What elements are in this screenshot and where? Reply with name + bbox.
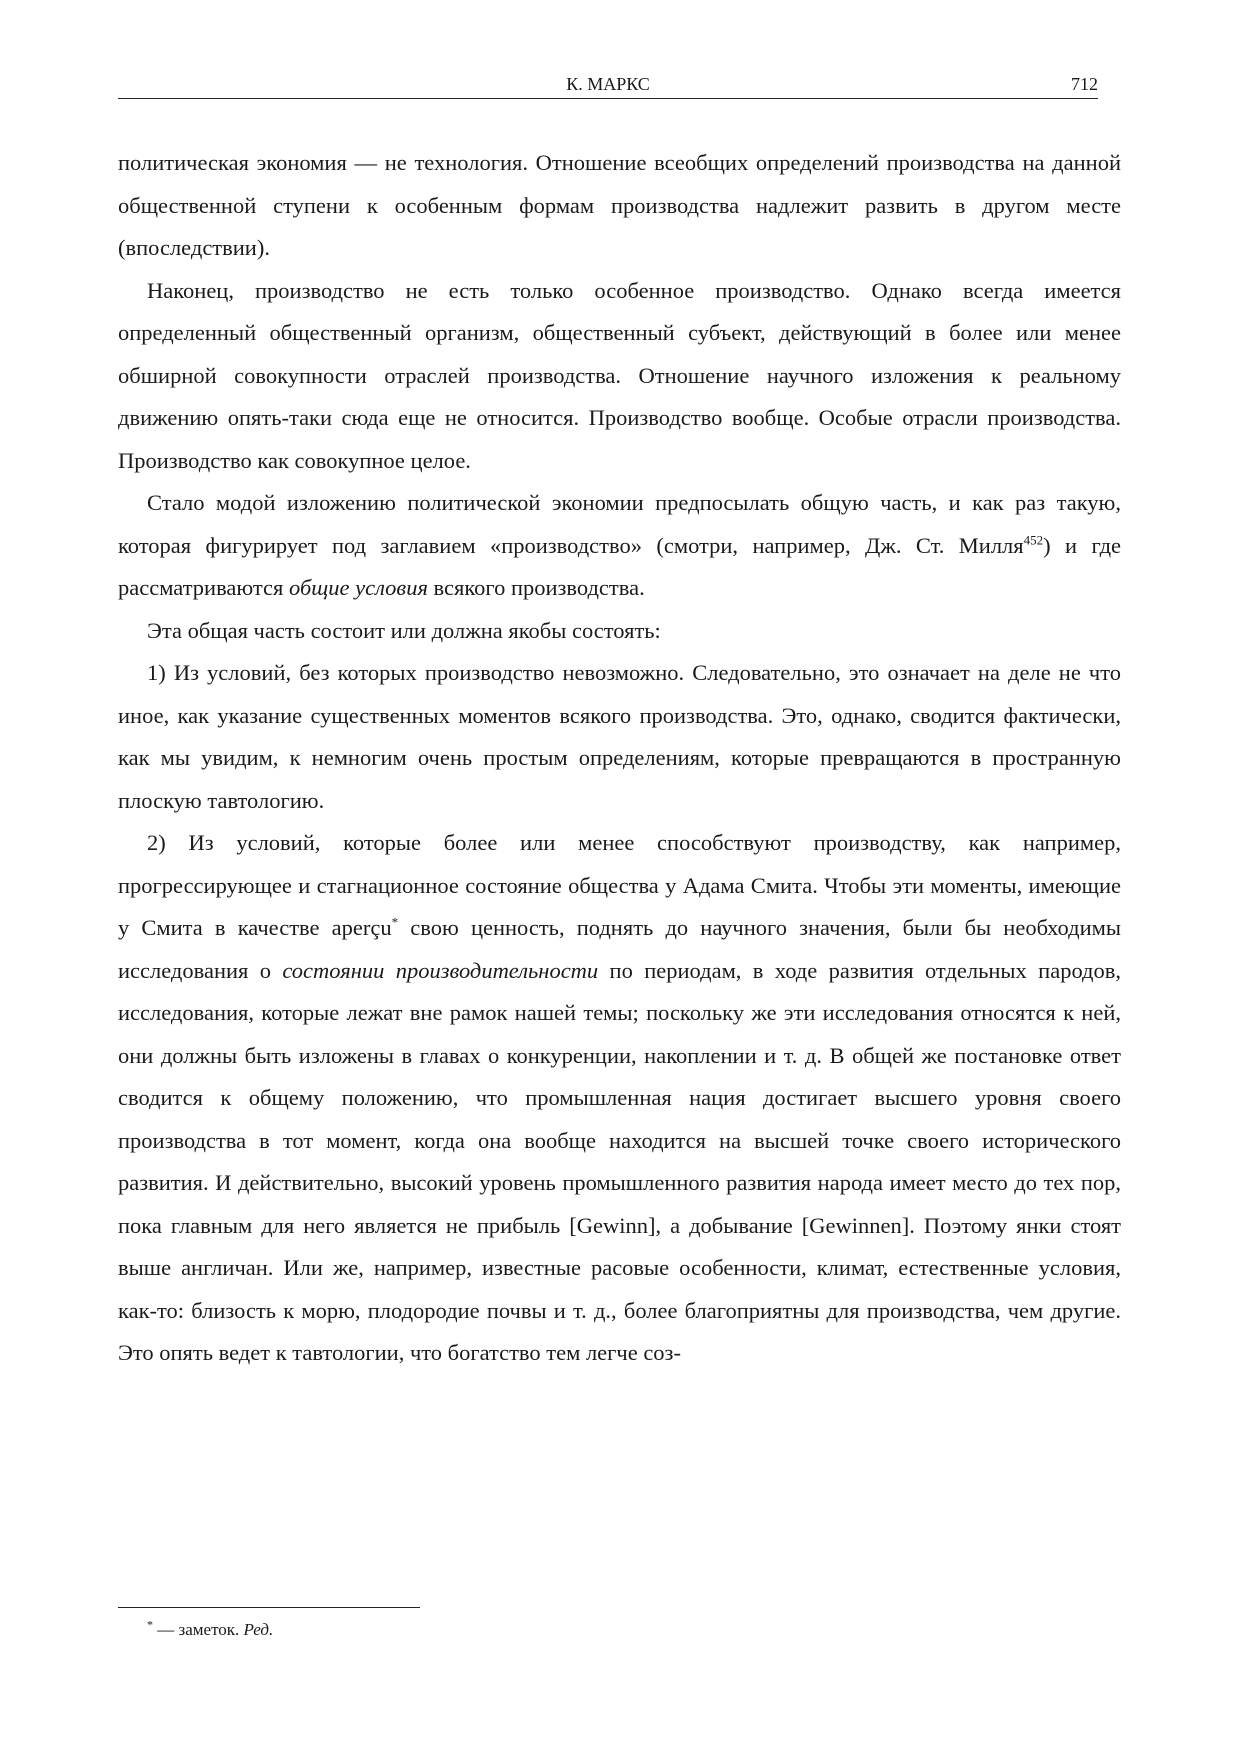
paragraph-3-text-a: Стало модой изложению политической экономии предпосылать общую часть, и как раз такую, которая фигурирует под заглавием «производство» (смотри, например, Дж. Ст. Милля bbox=[118, 490, 1121, 558]
paragraph-6-text-a: 2) Из условий, которые более или менее способствуют производству, как например, прогрессирующее и стагнационное состояние общества у Адама Смита. Чтобы эти моменты, имеющие у Смита в качестве aperçu bbox=[118, 830, 1121, 940]
paragraph-3 bbox=[118, 482, 1121, 610]
running-header bbox=[118, 74, 1098, 99]
footnote-marker: * bbox=[147, 1617, 153, 1632]
paragraph-3-emphasis: общие условия bbox=[289, 575, 428, 600]
footnote-divider bbox=[118, 1607, 420, 1608]
paragraph-1: политическая экономия — не технология. Отношение всеобщих определений производства на данной общественной ступени к особенным формам производства надлежит развить в другом месте (впоследствии). bbox=[118, 150, 1121, 260]
paragraph-3-text-c: всякого производства. bbox=[427, 575, 645, 600]
header-title: К. МАРКС bbox=[566, 74, 650, 94]
paragraph-2: Наконец, производство не есть только особенное производство. Однако всегда имеется определенный общественный организм, общественный субъект, действующий в более или менее обширной совокупности отраслей производства. Отношение научного изложения к реальному движению опять-таки сюда еще не относится. Производство вообще. Особые отрасли производства. Производство как совокупное целое. bbox=[118, 277, 1121, 473]
footnote-text: — заметок. bbox=[153, 1620, 244, 1639]
paragraph-6-text-c: по периодам, в ходе развития отдельных пародов, исследования, которые лежат вне рамок нашей темы; поскольку же эти исследования относятся к ней, они должны быть изложены в главах о конкуренции, накоплении и т. д. В общей же постановке ответ сводится к общему положению, что промышленная нация достигает высшего уровня своего производства в тот момент, когда она вообще находится на высшей точке своего исторического развития. И действительно, высокий уровень промышленного развития народа имеет место до тех пор, пока главным для него является не прибыль [Gewinn], а добывание [Gewinnen]. Поэтому янки стоят выше англичан. Или же, например, известные расовые особенности, климат, естественные условия, как-то: близость к морю, плодородие почвы и т. д., более благоприятны для производства, чем другие. Это опять ведет к тавтологии, что богатство тем легче соз- bbox=[118, 957, 1121, 1365]
footnote bbox=[147, 1618, 273, 1642]
footnote-editor-mark: Ред. bbox=[243, 1620, 274, 1639]
footnote-ref-asterisk: * bbox=[391, 914, 399, 930]
paragraph-6-emphasis: состоянии производительности bbox=[282, 957, 599, 983]
paragraph-6 bbox=[118, 822, 1121, 1375]
body-text bbox=[118, 142, 1121, 1375]
paragraph-3-text-b: ) и где рассматриваются bbox=[118, 532, 1121, 600]
paragraph-6-text-b: свою ценность, поднять до научного значения, были бы необходимы исследования о bbox=[118, 915, 1122, 983]
page-number: 712 bbox=[1071, 74, 1098, 94]
footnote-ref-452: 452 bbox=[1023, 532, 1044, 547]
paragraph-5: 1) Из условий, без которых производство невозможно. Следовательно, это означает на деле не что иное, как указание существенных моментов всякого производства. Это, однако, сводится фактически, как мы увидим, к немногим очень простым определениям, которые превращаются в пространную плоскую тавтологию. bbox=[118, 660, 1121, 813]
paragraph-4: Эта общая часть состоит или должна якобы состоять: bbox=[147, 617, 661, 643]
